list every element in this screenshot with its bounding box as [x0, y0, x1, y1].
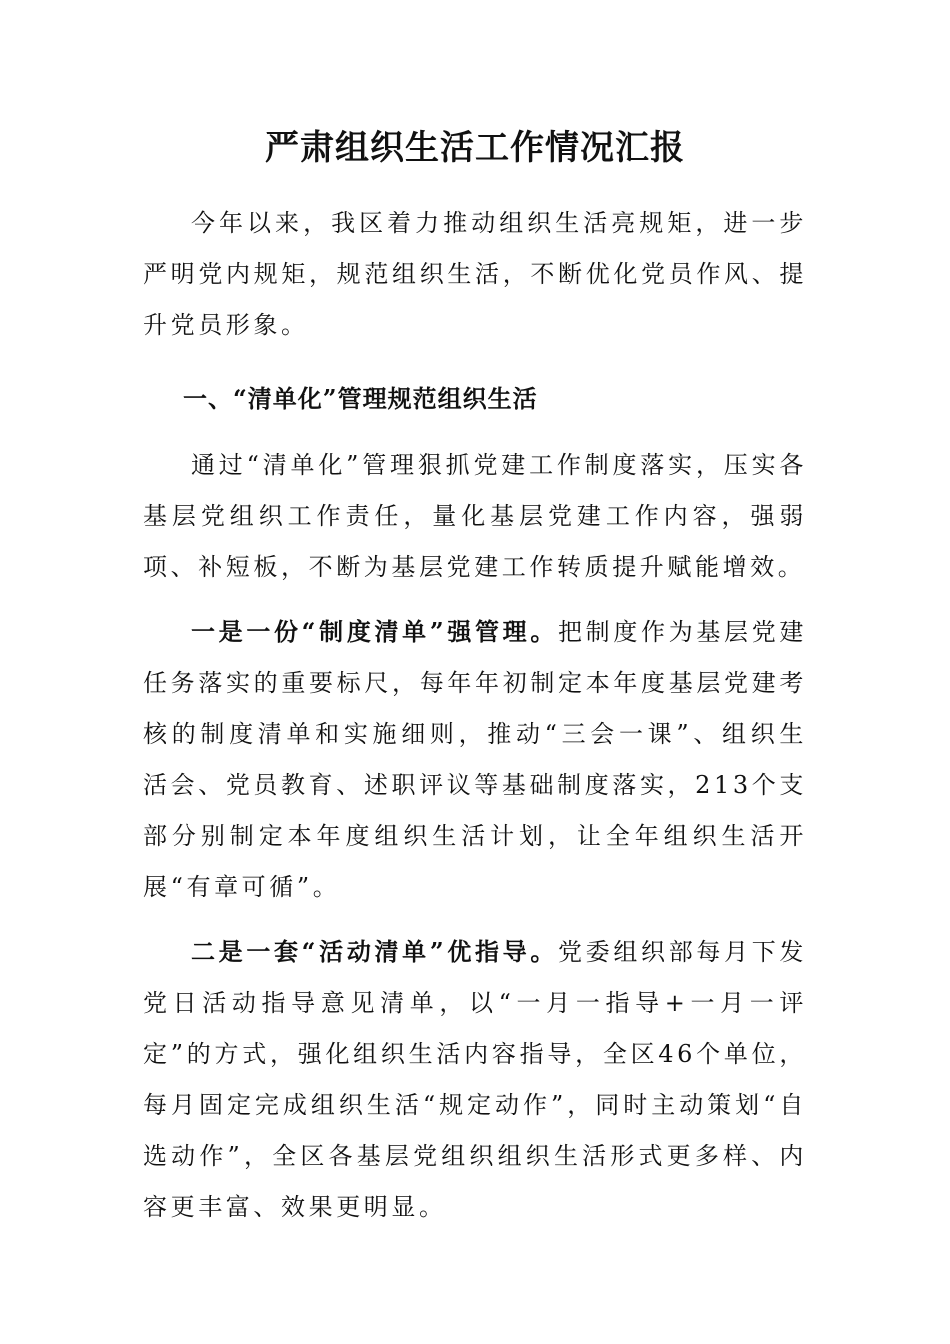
- section-paragraph: 通过“清单化”管理狠抓党建工作制度落实，压实各基层党组织工作责任，量化基层党建工作内容，强弱项、补短板，不断为基层党建工作转质提升赋能增效。: [143, 451, 807, 581]
- intro-paragraph: 今年以来，我区着力推动组织生活亮规矩，进一步严明党内规矩，规范组织生活，不断优化党员作风、提升党员形象。: [143, 209, 807, 339]
- document-page: [143, 118, 807, 1233]
- item-paragraph-1: [143, 606, 807, 913]
- item-lead-1: 一是一份“制度清单”强管理。: [191, 617, 559, 646]
- item-lead-2: 二是一套“活动清单”优指导。: [191, 937, 559, 966]
- item-paragraph-2: [143, 926, 807, 1233]
- section-heading: 一、“清单化”管理规范组织生活: [183, 384, 538, 413]
- document-title: 严肃组织生活工作情况汇报: [265, 128, 685, 168]
- item-body-2: 党委组织部每月下发党日活动指导意见清单，以“一月一指导+一月一评定”的方式，强化组织生活内容指导，全区46个单位，每月固定完成组织生活“规定动作”，同时主动策划“自选动作”，全区各基层党组织组织生活形式更多样、内容更丰富、效果更明显。: [143, 938, 807, 1221]
- item-body-1: 把制度作为基层党建任务落实的重要标尺，每年年初制定本年度基层党建考核的制度清单和实施细则，推动“三会一课”、组织生活会、党员教育、述职评议等基础制度落实，213个支部分别制定本年度组织生活计划，让全年组织生活开展“有章可循”。: [143, 618, 807, 901]
